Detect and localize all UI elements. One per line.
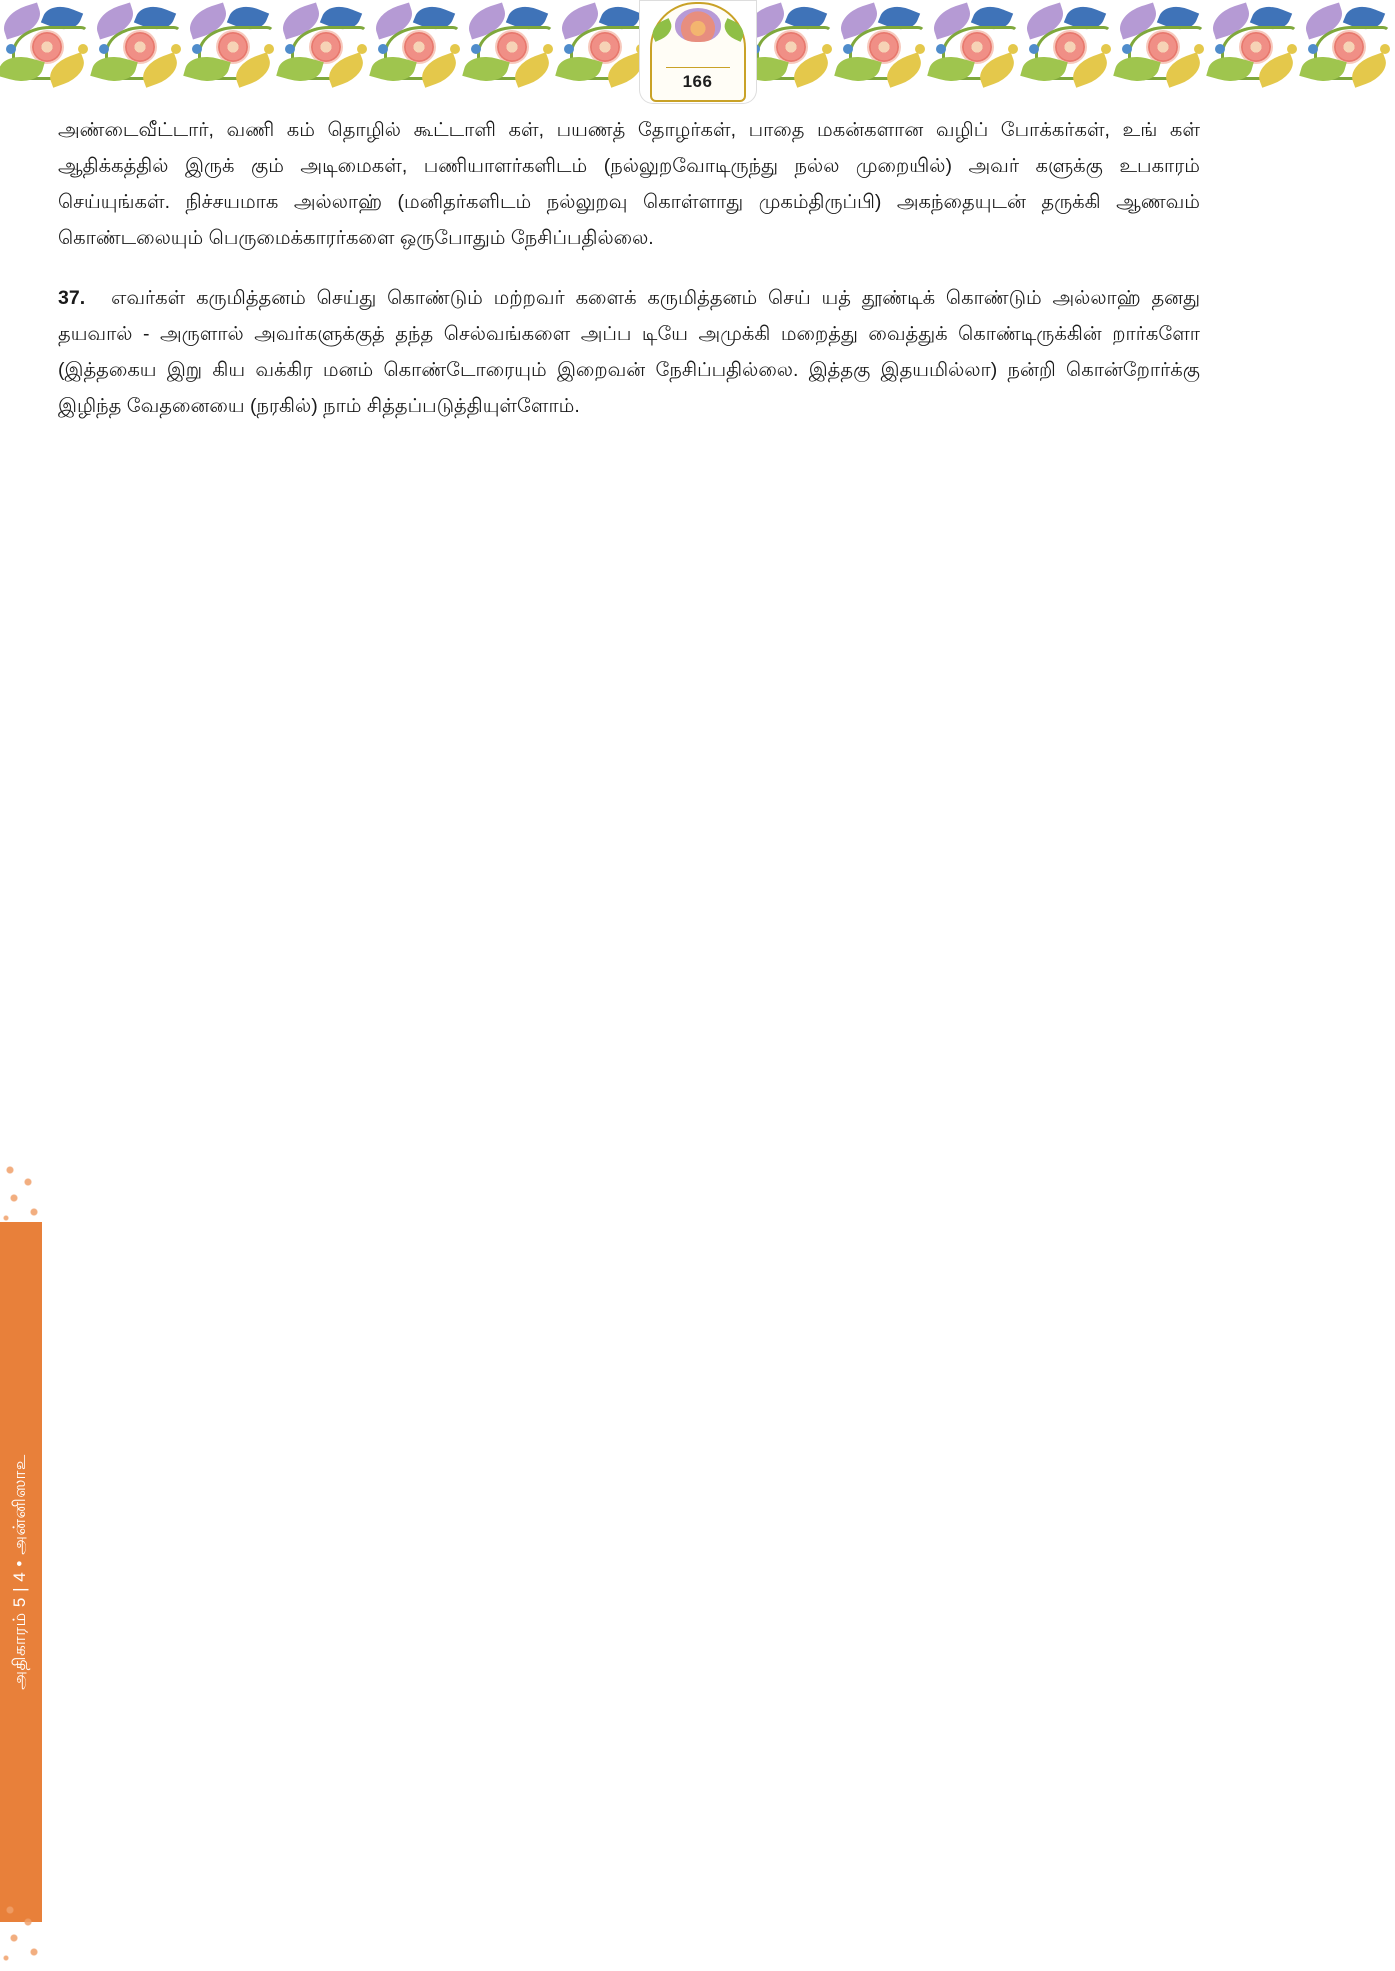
verse-number: 37. xyxy=(58,287,86,309)
border-motif xyxy=(93,0,186,104)
border-motif xyxy=(465,0,558,104)
border-motif xyxy=(1302,0,1395,104)
page-content xyxy=(58,112,1200,448)
border-motif xyxy=(372,0,465,104)
paragraph xyxy=(58,280,1200,424)
border-motif xyxy=(279,0,372,104)
arch-medallion-ornament xyxy=(639,0,757,104)
paisley-ornament xyxy=(0,1900,52,1968)
medallion-divider xyxy=(666,67,730,68)
paisley-ornament xyxy=(0,1160,52,1228)
flower-icon xyxy=(675,8,721,42)
paragraph-text: அண்டைவீட்டார், வணி கம் தொழில் கூட்டாளி கள், பயணத் தோழர்கள், பாதை மகன்களான வழிப் போக்கர்கள், உங் கள் ஆதிக்கத்தில் இருக் கும் அடிமைகள், பணியாளர்களிடம் (நல்லுறவோடிருந்து நல்ல முறையில்) அவர் களுக்கு உபகாரம் செய்யுங்கள். நிச்சயமாக அல்லாஹ் (மனிதர்களிடம் நல்லுறவு கொள்ளாது முகம்திருப்பி) அகந்தையுடன் தருக்கி ஆணவம் கொண்டலையும் பெருமைக்காரர்களை ஒருபோதும் நேசிப்பதில்லை. xyxy=(58,119,1200,249)
chapter-side-tab-label: அதிகாரம் 5 | 4 • அன்னிஸாஉ xyxy=(10,1454,29,1690)
border-motif xyxy=(930,0,1023,104)
border-motif xyxy=(837,0,930,104)
border-motif xyxy=(558,0,651,104)
top-decorative-border xyxy=(0,0,1395,104)
border-motif xyxy=(1023,0,1116,104)
border-motif xyxy=(744,0,837,104)
paragraph-text: எவர்கள் கருமித்தனம் செய்து கொண்டும் மற்றவர் களைக் கருமித்தனம் செய் யத் தூண்டிக் கொண்டும் அல்லாஹ் தனது தயவால் - அருளால் அவர்களுக்குத் தந்த செல்வங்களை அப்ப டியே அமுக்கி மறைத்து வைத்துக் கொண்டிருக்கின் றார்களோ (இத்தகைய இறு கிய வக்கிர மனம் கொண்டோரையும் இறைவன் நேசிப்பதில்லை. இத்தகு இதயமில்லா) நன்றி கொன்றோர்க்கு இழிந்த வேதனையை (நரகில்) நாம் சித்தப்படுத்தியுள்ளோம். xyxy=(58,287,1200,417)
border-motif xyxy=(1116,0,1209,104)
paragraph xyxy=(58,112,1200,256)
chapter-side-tab xyxy=(0,1222,42,1922)
border-motif xyxy=(1209,0,1302,104)
border-motif xyxy=(0,0,93,104)
page-number: 166 xyxy=(682,72,713,91)
border-motif xyxy=(186,0,279,104)
